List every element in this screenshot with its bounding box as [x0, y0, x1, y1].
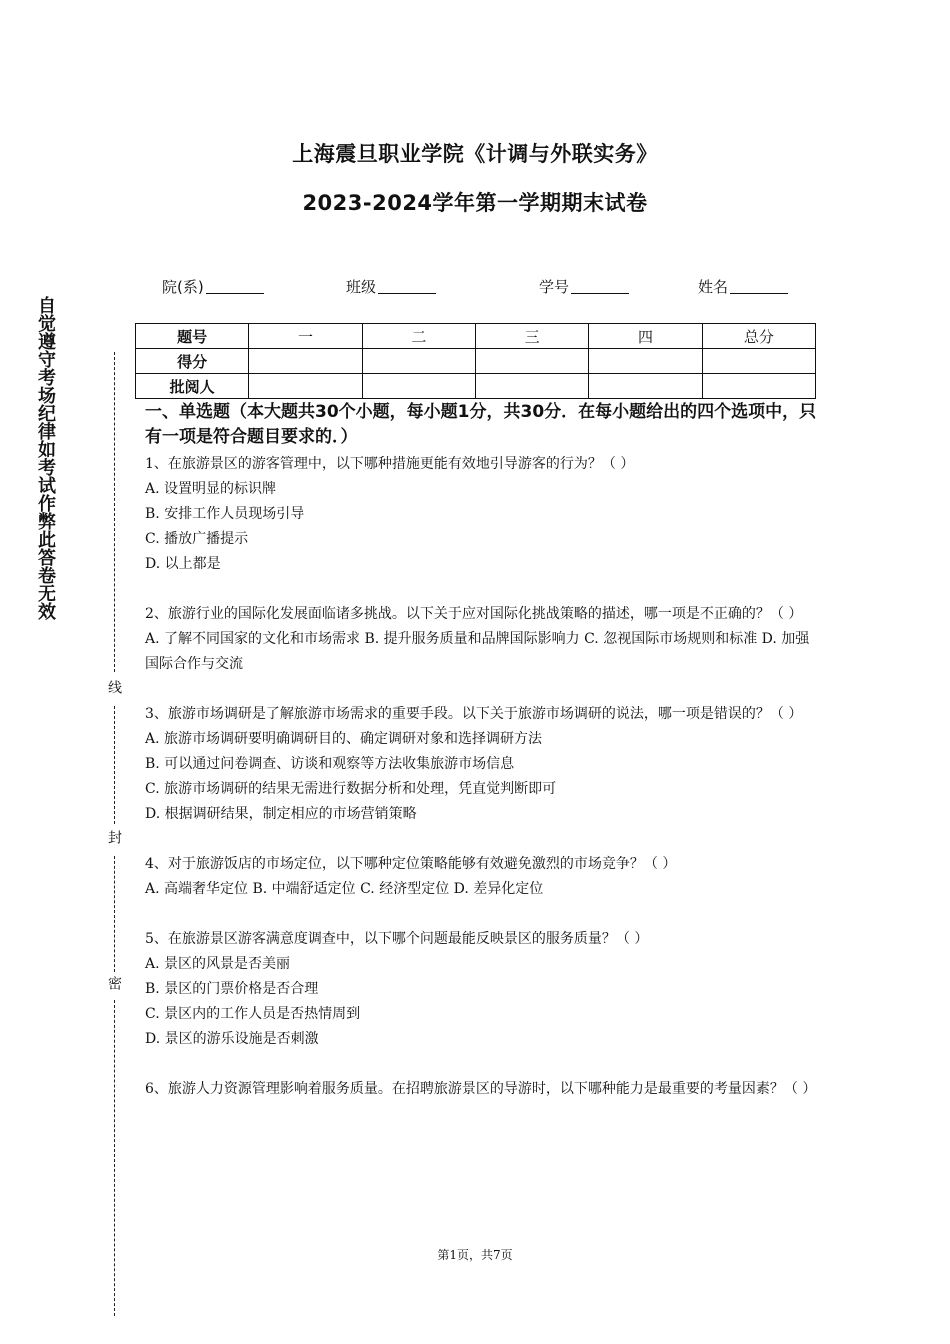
exam-title-line2: 2023-2024学年第一学期期末试卷 [302, 191, 648, 215]
question-stem: 5、在旅游景区游客满意度调查中，以下哪个问题最能反映景区的服务质量？（ ） [145, 931, 649, 947]
option[interactable]: C. 播放广播提示 [145, 531, 249, 547]
seal-char-line: 线 [106, 680, 122, 694]
seal-dashed-line [114, 706, 115, 824]
option[interactable]: D. 根据调研结果，制定相应的市场营销策略 [145, 806, 417, 822]
column-3: 三 [475, 324, 588, 349]
student-id-label: 学号 [539, 278, 570, 296]
section-heading: 一、单选题（本大题共30个小题，每小题1分，共30分．在每小题给出的四个选项中，只有一项是符合题目要求的．） [145, 402, 817, 447]
option[interactable]: A. 设置明显的标识牌 [145, 481, 277, 497]
score-table-header-row [136, 324, 816, 349]
grader-cell[interactable] [589, 374, 702, 399]
grader-cell[interactable] [702, 374, 815, 399]
score-row [136, 349, 816, 374]
option[interactable]: C. 旅游市场调研的结果无需进行数据分析和处理，凭直觉判断即可 [145, 781, 557, 797]
seal-dashed-line [114, 1000, 115, 1316]
grader-cell[interactable] [362, 374, 475, 399]
class-field [346, 276, 436, 297]
score-cell[interactable] [249, 349, 362, 374]
grader-cell[interactable] [249, 374, 362, 399]
score-table [135, 323, 816, 399]
row-label-score: 得分 [136, 349, 249, 374]
question-stem: 1、在旅游景区的游客管理中，以下哪种措施更能有效地引导游客的行为？（ ） [145, 456, 635, 472]
dept-label: 院(系) [162, 278, 204, 296]
option[interactable]: D. 景区的游乐设施是否刺激 [145, 1031, 319, 1047]
row-label-grader: 批阅人 [136, 374, 249, 399]
name-label: 姓名 [698, 278, 729, 296]
option[interactable]: A. 景区的风景是否美丽 [145, 956, 291, 972]
score-cell[interactable] [702, 349, 815, 374]
score-cell[interactable] [475, 349, 588, 374]
name-blank[interactable] [730, 279, 788, 294]
name-field [698, 276, 788, 297]
option[interactable]: D. 以上都是 [145, 556, 221, 572]
question-stem: 2、旅游行业的国际化发展面临诸多挑战。以下关于应对国际化挑战策略的描述，哪一项是不正确的？（ ） [145, 606, 803, 622]
row-label-question-no: 题号 [136, 324, 249, 349]
question-list [145, 452, 817, 1127]
score-cell[interactable] [362, 349, 475, 374]
grader-row [136, 374, 816, 399]
option[interactable]: B. 安排工作人员现场引导 [145, 506, 305, 522]
seal-dashed-line [114, 352, 115, 672]
seal-dashed-line [114, 856, 115, 972]
student-id-blank[interactable] [571, 279, 629, 294]
option[interactable]: B. 可以通过问卷调查、访谈和观察等方法收集旅游市场信息 [145, 756, 515, 772]
seal-char-seal: 封 [106, 830, 122, 844]
exam-rules-notice: 自觉遵守考场纪律如考试作弊此答卷无效 [35, 296, 56, 620]
seal-char-dense: 密 [106, 976, 122, 990]
question-1 [145, 452, 811, 577]
question-stem: 4、对于旅游饭店的市场定位，以下哪种定位策略能够有效避免激烈的市场竞争？（ ） [145, 856, 677, 872]
option[interactable]: B. 景区的门票价格是否合理 [145, 981, 319, 997]
class-label: 班级 [346, 278, 377, 296]
page-number: 第1页，共7页 [437, 1248, 513, 1262]
question-stem: 6、旅游人力资源管理影响着服务质量。在招聘旅游景区的导游时，以下哪种能力是最重要的考量因素？（ ） [145, 1081, 817, 1097]
question-5 [145, 927, 811, 1052]
option[interactable]: A. 旅游市场调研要明确调研目的、确定调研对象和选择调研方法 [145, 731, 543, 747]
student-id-field [539, 276, 629, 297]
dept-blank[interactable] [206, 279, 264, 294]
exam-title-line1: 上海震旦职业学院《计调与外联实务》 [292, 142, 658, 166]
column-total: 总分 [702, 324, 815, 349]
option[interactable]: C. 景区内的工作人员是否热情周到 [145, 1006, 361, 1022]
question-3 [145, 702, 811, 827]
question-stem: 3、旅游市场调研是了解旅游市场需求的重要手段。以下关于旅游市场调研的说法，哪一项是错误的？（ ） [145, 706, 803, 722]
option[interactable]: A. 了解不同国家的文化和市场需求 B. 提升服务质量和品牌国际影响力 C. 忽视国际市场规则和标准 D. 加强国际合作与交流 [145, 631, 810, 672]
score-cell[interactable] [589, 349, 702, 374]
question-2 [145, 602, 811, 677]
grader-cell[interactable] [475, 374, 588, 399]
class-blank[interactable] [378, 279, 436, 294]
question-6 [145, 1077, 817, 1102]
column-1: 一 [249, 324, 362, 349]
column-4: 四 [589, 324, 702, 349]
column-2: 二 [362, 324, 475, 349]
dept-field [162, 276, 264, 297]
question-4 [145, 852, 811, 902]
option[interactable]: A. 高端奢华定位 B. 中端舒适定位 C. 经济型定位 D. 差异化定位 [145, 881, 544, 897]
